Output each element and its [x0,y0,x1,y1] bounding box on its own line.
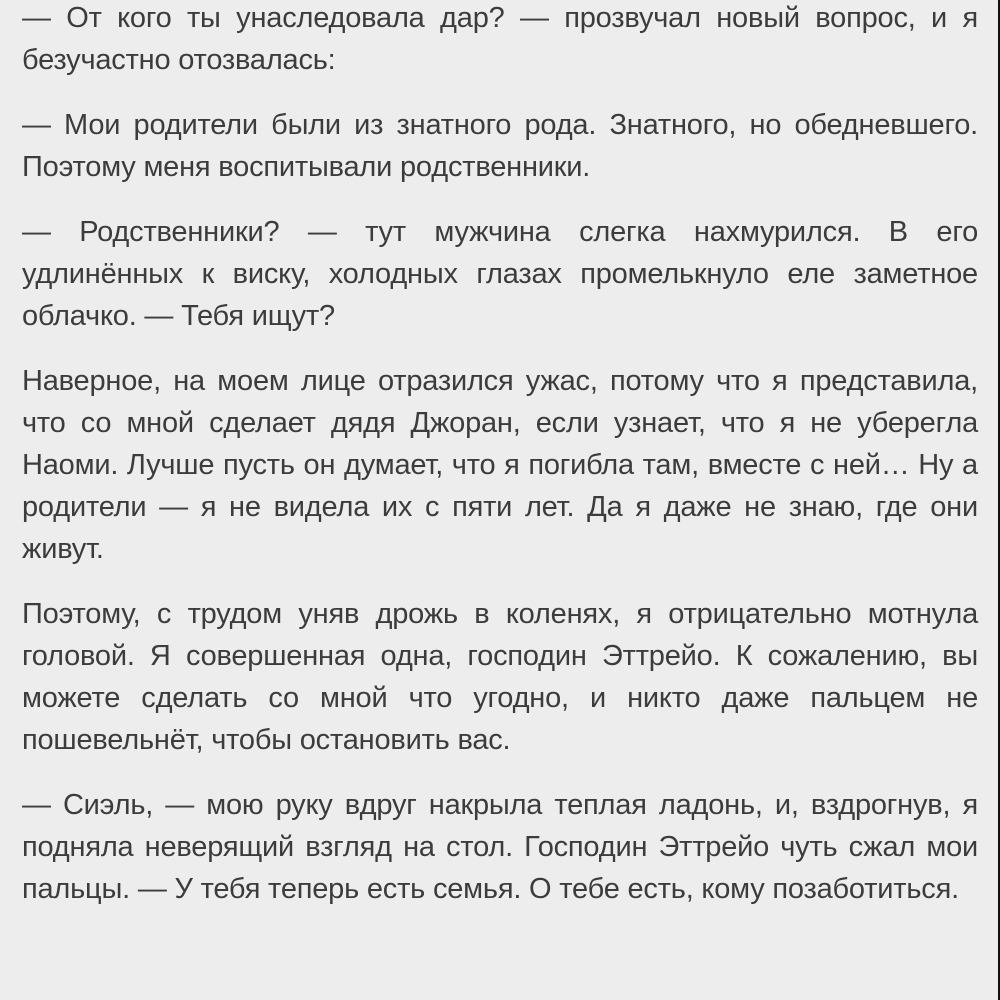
paragraph-1: — От кого ты унаследовала дар? — прозвучал новый вопрос, и я безучастно отозвалась: [22,2,978,76]
paragraph-3: — Родственники? — тут мужчина слегка нахмурился. В его удлинённых к виску, холодных глазах промелькнуло еле заметное облачко. — Тебя ищут? [22,216,978,332]
paragraph-2: — Мои родители были из знатного рода. Знатного, но обедневшего. Поэтому меня воспитывали родственники. [22,109,978,183]
paragraph-5: Поэтому, с трудом уняв дрожь в коленях, я отрицательно мотнула головой. Я совершенная одна, господин Эттрейо. К сожалению, вы можете сделать со мной что угодно, и никто даже пальцем не пошевельнёт, чтобы остановить вас. [22,598,978,756]
paragraph-4: Наверное, на моем лице отразился ужас, потому что я представила, что со мной сделает дядя Джоран, если узнает, что я не уберегла Наоми. Лучше пусть он думает, что я погибла там, вместе с ней… Ну а родители — я не видела их с пяти лет. Да я даже не знаю, где они живут. [22,365,978,565]
paragraph-6: — Сиэль, — мою руку вдруг накрыла теплая ладонь, и, вздрогнув, я подняла неверящий взгляд на стол. Господин Эттрейо чуть сжал мои пальцы. — У тебя теперь есть семья. О тебе есть, кому позаботиться. [22,789,978,905]
